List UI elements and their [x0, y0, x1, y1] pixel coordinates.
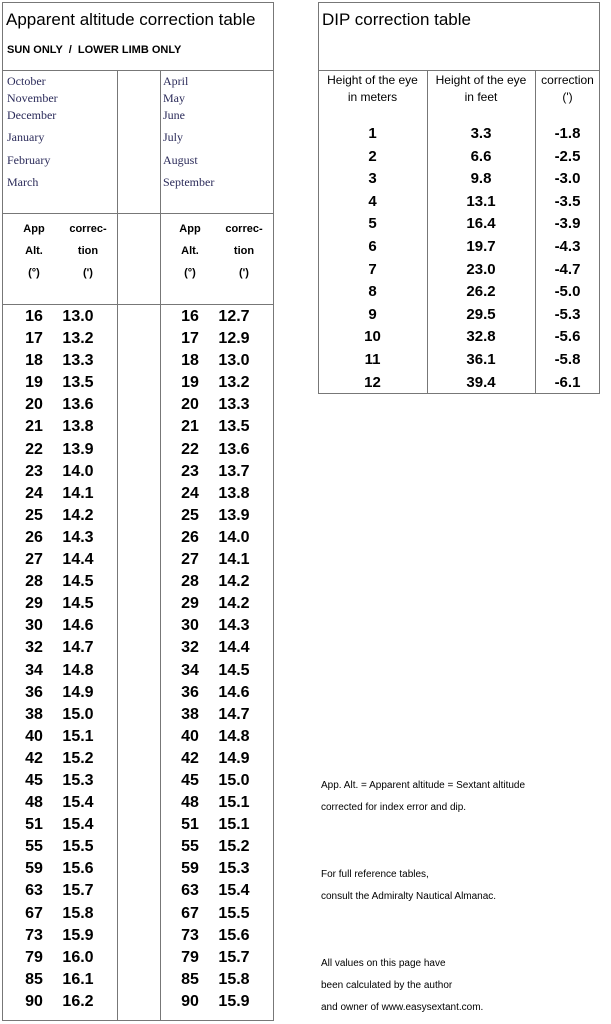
- table-row: [170, 704, 258, 726]
- height-feet-value: 32.8: [466, 328, 496, 346]
- correction-value: 14.4: [218, 639, 250, 657]
- dip-correction-value: -4.3: [554, 237, 581, 255]
- table-row: [170, 306, 258, 328]
- correction-value: 15.8: [218, 970, 250, 988]
- correction-value: 13.0: [218, 352, 250, 370]
- correction-value: 14.7: [62, 639, 94, 657]
- correction-value: 14.2: [218, 595, 250, 613]
- correction-value: 14.8: [218, 727, 250, 745]
- app-alt-value: 25: [181, 506, 199, 524]
- month-item: June: [163, 108, 185, 122]
- app-alt-value: 63: [25, 882, 43, 900]
- app-alt-value: 67: [181, 904, 199, 922]
- table-row: [170, 328, 258, 350]
- correction-value: 14.0: [62, 462, 94, 480]
- correction-value: 13.8: [62, 418, 94, 436]
- table-row: [14, 416, 102, 438]
- month-item: August: [163, 153, 198, 167]
- header-tion: tion: [77, 245, 99, 257]
- app-alt-value: 18: [25, 352, 43, 370]
- app-alt-value: 48: [25, 794, 43, 812]
- app-alt-value: 22: [25, 440, 43, 458]
- table-row: [170, 748, 258, 770]
- height-feet-value: 39.4: [466, 373, 496, 391]
- app-alt-value: 55: [181, 838, 199, 856]
- app-alt-value: 51: [181, 816, 199, 834]
- table-row: [14, 880, 102, 902]
- table-row: [14, 394, 102, 416]
- table-row: [170, 549, 258, 571]
- correction-value: 13.8: [218, 484, 250, 502]
- correction-value: 16.1: [62, 970, 94, 988]
- correction-value: 15.7: [62, 882, 94, 900]
- table-row: [14, 925, 102, 947]
- height-meters-value: 1: [368, 125, 377, 142]
- correction-value: 14.0: [218, 528, 250, 546]
- app-alt-value: 36: [181, 683, 199, 701]
- app-alt-value: 30: [181, 617, 199, 635]
- correction-value: 15.6: [218, 926, 250, 944]
- height-meters-value: 4: [368, 192, 377, 210]
- correction-value: 14.2: [62, 506, 94, 524]
- table-row: [14, 328, 102, 350]
- table-row: [14, 947, 102, 969]
- table-row: [14, 726, 102, 748]
- app-alt-value: 85: [181, 970, 199, 988]
- height-feet-value: 19.7: [466, 237, 496, 255]
- correction-value: 14.1: [218, 551, 250, 569]
- app-alt-value: 34: [181, 661, 199, 679]
- correction-value: 13.2: [218, 374, 250, 392]
- table-row: [14, 637, 102, 659]
- app-alt-value: 42: [181, 749, 199, 767]
- dip-correction-value: -5.0: [554, 283, 581, 301]
- table-row: [318, 213, 600, 236]
- dip-meters-header: [318, 72, 427, 106]
- app-alt-value: 73: [25, 926, 43, 944]
- table-row: [170, 527, 258, 549]
- app-alt-value: 90: [181, 992, 199, 1010]
- app-alt-value: 85: [25, 970, 43, 988]
- app-alt-value: 28: [25, 573, 43, 591]
- app-alt-value: 51: [25, 816, 43, 834]
- correction-value: 14.9: [62, 683, 94, 701]
- correction-value: 13.3: [62, 352, 94, 370]
- correction-value: 16.0: [62, 948, 94, 966]
- table-row: [318, 168, 600, 191]
- altitude-table-subtitle: SUN ONLY / LOWER LIMB ONLY: [7, 44, 182, 56]
- correction-value: 15.5: [62, 838, 94, 856]
- table-row: [170, 682, 258, 704]
- note-almanac: consult the Admiralty Nautical Almanac.: [321, 891, 497, 902]
- month-item: November: [7, 91, 58, 105]
- dip-title-divider: [318, 70, 600, 71]
- dip-correction-value: -3.5: [554, 192, 581, 210]
- table-row: [14, 814, 102, 836]
- app-alt-value: 38: [181, 705, 199, 723]
- correction-value: 15.8: [62, 904, 94, 922]
- app-alt-value: 27: [181, 551, 199, 569]
- month-item: October: [7, 74, 46, 88]
- header-correc: correc-: [225, 223, 263, 235]
- correction-value: 15.5: [218, 904, 250, 922]
- app-alt-value: 40: [181, 727, 199, 745]
- correction-value: 15.9: [62, 926, 94, 944]
- header-alt: Alt.: [25, 245, 43, 257]
- app-alt-value: 16: [25, 308, 43, 325]
- app-alt-value: 34: [25, 661, 43, 679]
- height-meters-value: 2: [368, 147, 377, 165]
- app-alt-value: 25: [25, 506, 43, 524]
- dip-correction-value: -2.5: [554, 147, 581, 165]
- table-row: [170, 836, 258, 858]
- table-row: [170, 947, 258, 969]
- header-in-meters: in meters: [347, 90, 398, 104]
- correction-value: 13.9: [218, 506, 250, 524]
- table-row: [170, 858, 258, 880]
- table-row: [170, 903, 258, 925]
- table-row: [14, 969, 102, 991]
- table-row: [14, 505, 102, 527]
- correction-value: 13.5: [218, 418, 250, 436]
- app-alt-value: 32: [25, 639, 43, 657]
- table-row: [14, 527, 102, 549]
- app-alt-value: 29: [25, 595, 43, 613]
- app-alt-value: 59: [181, 860, 199, 878]
- correction-value: 13.7: [218, 462, 250, 480]
- app-alt-value: 48: [181, 794, 199, 812]
- height-meters-value: 8: [368, 283, 377, 301]
- correction-header-b: [218, 218, 270, 284]
- height-feet-value: 23.0: [466, 260, 496, 278]
- table-row: [14, 372, 102, 394]
- dip-correction-header: [535, 72, 600, 106]
- altitude-months-divider: [2, 213, 274, 214]
- dip-correction-value: -6.1: [554, 373, 581, 391]
- header-alt: Alt.: [181, 245, 199, 257]
- table-row: [170, 969, 258, 991]
- table-row: [170, 416, 258, 438]
- dip-correction-value: -3.9: [554, 215, 581, 233]
- correction-value: 15.7: [218, 948, 250, 966]
- table-row: [318, 281, 600, 304]
- table-row: [170, 991, 258, 1013]
- height-meters-value: 12: [364, 373, 381, 391]
- table-row: [14, 792, 102, 814]
- table-row: [14, 615, 102, 637]
- app-alt-value: 19: [181, 374, 199, 392]
- table-row: [170, 394, 258, 416]
- header-correction: correction: [541, 73, 594, 87]
- table-row: [14, 549, 102, 571]
- correction-value: 15.3: [218, 860, 250, 878]
- app-alt-value: 55: [25, 838, 43, 856]
- header-height-eye: Height of the eye: [435, 73, 527, 87]
- correction-value: 15.9: [218, 992, 250, 1010]
- app-alt-value: 36: [25, 683, 43, 701]
- table-row: [170, 461, 258, 483]
- correction-value: 13.9: [62, 440, 94, 458]
- table-row: [170, 880, 258, 902]
- month-item: March: [7, 175, 39, 189]
- dip-correction-value: -1.8: [554, 125, 581, 142]
- table-row: [14, 571, 102, 593]
- app-alt-value: 18: [181, 352, 199, 370]
- correction-header-a: [62, 218, 114, 284]
- correction-value: 14.4: [62, 551, 94, 569]
- app-alt-value: 20: [181, 396, 199, 414]
- altitude-title-divider: [2, 70, 274, 71]
- header-in-feet: in feet: [464, 90, 498, 104]
- correction-value: 15.2: [218, 838, 250, 856]
- table-row: [318, 259, 600, 282]
- app-alt-value: 20: [25, 396, 43, 414]
- height-feet-value: 6.6: [470, 147, 492, 165]
- table-row: [170, 350, 258, 372]
- month-item: May: [163, 91, 185, 105]
- dip-rows: [318, 123, 600, 394]
- app-alt-value: 29: [181, 595, 199, 613]
- app-alt-value: 73: [181, 926, 199, 944]
- correction-value: 14.7: [218, 705, 250, 723]
- header-minute-unit: ('): [239, 267, 249, 279]
- table-row: [170, 505, 258, 527]
- height-feet-value: 3.3: [470, 125, 492, 142]
- correction-value: 12.7: [218, 308, 250, 325]
- correction-value: 13.5: [62, 374, 94, 392]
- table-row: [170, 792, 258, 814]
- app-alt-value: 79: [181, 948, 199, 966]
- table-row: [14, 483, 102, 505]
- correction-value: 15.6: [62, 860, 94, 878]
- table-row: [14, 593, 102, 615]
- month-item: January: [7, 130, 45, 144]
- note-values: All values on this page have: [321, 958, 446, 969]
- app-alt-value: 90: [25, 992, 43, 1010]
- app-alt-header-b: [170, 218, 210, 284]
- table-row: [170, 372, 258, 394]
- app-alt-value: 21: [181, 418, 199, 436]
- table-row: [170, 726, 258, 748]
- correction-value: 12.9: [218, 330, 250, 348]
- header-app: App: [23, 223, 45, 235]
- header-app: App: [179, 223, 201, 235]
- app-alt-value: 67: [25, 904, 43, 922]
- table-row: [318, 304, 600, 327]
- altitude-rows-oct-mar: [14, 306, 102, 1013]
- months-group-a: [7, 73, 58, 191]
- table-row: [170, 483, 258, 505]
- correction-value: 14.3: [218, 617, 250, 635]
- table-row: [170, 660, 258, 682]
- app-alt-value: 59: [25, 860, 43, 878]
- correction-value: 15.2: [62, 749, 94, 767]
- correction-value: 15.1: [218, 816, 250, 834]
- correction-value: 14.6: [218, 683, 250, 701]
- height-meters-value: 7: [368, 260, 377, 278]
- app-alt-value: 45: [25, 771, 43, 789]
- months-group-b: [163, 73, 214, 191]
- month-item: April: [163, 74, 189, 88]
- note-app-alt-definition: App. Alt. = Apparent altitude = Sextant altitude: [321, 780, 526, 791]
- table-row: [170, 439, 258, 461]
- correction-value: 15.0: [218, 771, 250, 789]
- header-minute-unit: ('): [562, 90, 573, 104]
- height-meters-value: 5: [368, 215, 377, 233]
- height-feet-value: 13.1: [466, 192, 496, 210]
- dip-table-title: DIP correction table: [322, 10, 471, 29]
- table-row: [14, 903, 102, 925]
- correction-value: 15.1: [218, 794, 250, 812]
- correction-value: 15.4: [218, 882, 250, 900]
- app-alt-value: 38: [25, 705, 43, 723]
- table-row: [318, 123, 600, 146]
- height-meters-value: 9: [368, 305, 377, 323]
- correction-value: 14.5: [218, 661, 250, 679]
- correction-value: 15.3: [62, 771, 94, 789]
- app-alt-value: 42: [25, 749, 43, 767]
- height-meters-value: 11: [364, 350, 381, 368]
- header-degree-unit: (°): [28, 267, 40, 279]
- correction-value: 16.2: [62, 992, 94, 1010]
- altitude-rows-apr-sep: [170, 306, 258, 1013]
- app-alt-value: 24: [181, 484, 199, 502]
- app-alt-value: 27: [25, 551, 43, 569]
- app-alt-value: 32: [181, 639, 199, 657]
- app-alt-value: 21: [25, 418, 43, 436]
- table-row: [14, 858, 102, 880]
- altitude-table-title: Apparent altitude correction table: [6, 10, 256, 29]
- month-item: December: [7, 108, 57, 122]
- app-alt-value: 19: [25, 374, 43, 392]
- height-meters-value: 6: [368, 237, 377, 255]
- height-feet-value: 29.5: [466, 305, 496, 323]
- app-alt-value: 63: [181, 882, 199, 900]
- table-row: [170, 814, 258, 836]
- app-alt-value: 40: [25, 727, 43, 745]
- app-alt-value: 23: [25, 462, 43, 480]
- app-alt-value: 17: [25, 330, 43, 348]
- table-row: [318, 349, 600, 372]
- table-row: [170, 925, 258, 947]
- table-row: [14, 682, 102, 704]
- month-item: July: [163, 130, 184, 144]
- table-row: [170, 571, 258, 593]
- altitude-header-divider: [2, 304, 274, 305]
- table-row: [170, 593, 258, 615]
- table-row: [14, 461, 102, 483]
- correction-value: 14.8: [62, 661, 94, 679]
- note-corrected: corrected for index error and dip.: [321, 802, 467, 813]
- correction-value: 14.6: [62, 617, 94, 635]
- app-alt-value: 23: [181, 462, 199, 480]
- height-feet-value: 26.2: [466, 283, 496, 301]
- app-alt-value: 79: [25, 948, 43, 966]
- correction-value: 13.6: [62, 396, 94, 414]
- dip-feet-header: [427, 72, 535, 106]
- dip-correction-value: -5.8: [554, 350, 581, 368]
- note-reference: For full reference tables,: [321, 869, 429, 880]
- table-row: [318, 326, 600, 349]
- header-degree-unit: (°): [184, 267, 196, 279]
- table-row: [318, 191, 600, 214]
- height-meters-value: 3: [368, 170, 377, 188]
- table-row: [14, 439, 102, 461]
- app-alt-value: 26: [181, 528, 199, 546]
- table-row: [14, 770, 102, 792]
- correction-value: 15.4: [62, 794, 94, 812]
- app-alt-value: 30: [25, 617, 43, 635]
- dip-correction-value: -5.3: [554, 305, 581, 323]
- table-row: [170, 770, 258, 792]
- height-feet-value: 16.4: [466, 215, 496, 233]
- table-row: [318, 236, 600, 259]
- dip-correction-value: -4.7: [554, 260, 581, 278]
- table-row: [14, 704, 102, 726]
- app-alt-value: 22: [181, 440, 199, 458]
- note-author: been calculated by the author: [321, 980, 453, 991]
- app-alt-value: 26: [25, 528, 43, 546]
- dip-correction-value: -3.0: [554, 170, 581, 188]
- correction-value: 15.1: [62, 727, 94, 745]
- month-item: September: [163, 175, 215, 189]
- app-alt-value: 45: [181, 771, 199, 789]
- correction-value: 13.6: [218, 440, 250, 458]
- correction-value: 14.1: [62, 484, 94, 502]
- table-row: [170, 637, 258, 659]
- correction-value: 14.5: [62, 573, 94, 591]
- table-row: [14, 306, 102, 328]
- height-feet-value: 36.1: [466, 350, 496, 368]
- table-row: [318, 146, 600, 169]
- note-website: and owner of www.easysextant.com.: [321, 1002, 484, 1013]
- table-row: [318, 372, 600, 395]
- table-row: [14, 836, 102, 858]
- dip-correction-value: -5.6: [554, 328, 581, 346]
- header-correc: correc-: [69, 223, 107, 235]
- correction-value: 14.3: [62, 528, 94, 546]
- correction-value: 15.4: [62, 816, 94, 834]
- correction-value: 14.9: [218, 749, 250, 767]
- correction-value: 15.0: [62, 705, 94, 723]
- header-tion: tion: [233, 245, 255, 257]
- correction-value: 13.3: [218, 396, 250, 414]
- height-feet-value: 9.8: [470, 170, 492, 188]
- header-minute-unit: ('): [83, 267, 93, 279]
- correction-value: 13.2: [62, 330, 94, 348]
- table-row: [14, 350, 102, 372]
- month-item: February: [7, 153, 51, 167]
- table-row: [14, 660, 102, 682]
- app-alt-value: 28: [181, 573, 199, 591]
- app-alt-value: 17: [181, 330, 199, 348]
- table-row: [14, 748, 102, 770]
- height-meters-value: 10: [364, 328, 381, 346]
- table-row: [170, 615, 258, 637]
- app-alt-header-a: [14, 218, 54, 284]
- header-height-eye: Height of the eye: [327, 73, 418, 87]
- app-alt-value: 24: [25, 484, 43, 502]
- correction-value: 13.0: [62, 308, 94, 325]
- table-row: [14, 991, 102, 1013]
- correction-value: 14.5: [62, 595, 94, 613]
- correction-value: 14.2: [218, 573, 250, 591]
- app-alt-value: 16: [181, 308, 199, 325]
